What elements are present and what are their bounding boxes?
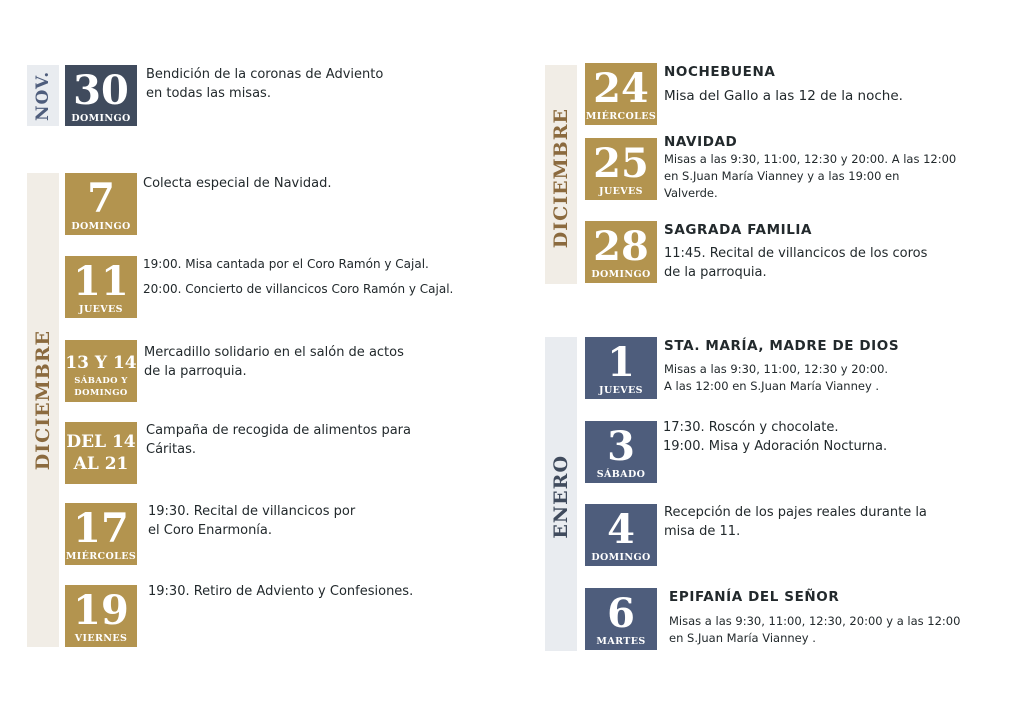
date-box-6 (585, 588, 657, 650)
day-name: MARTES (596, 636, 646, 647)
date-box-25 (585, 138, 657, 200)
event-text-1: STA. MARÍA, MADRE DE DIOS Misas a las 9:30, 11:00, 12:30 y 20:00. A las 12:00 en S.Juan María Vianney . (664, 338, 900, 393)
event-text-19: 19:30. Retiro de Adviento y Confesiones. (148, 584, 414, 599)
day-name: SÁBADO (596, 469, 646, 480)
day-name: VIERNES (74, 633, 128, 644)
month-label-enero: ENERO (550, 455, 572, 539)
date-range-end: AL 21 (73, 454, 129, 474)
date-box-7 (65, 173, 137, 235)
date-number: 11 (73, 258, 129, 305)
event-title: SAGRADA FAMILIA (664, 222, 813, 238)
day-name: DOMINGO (71, 113, 131, 124)
date-box-13-14 (65, 340, 137, 402)
date-box-19 (65, 585, 137, 647)
date-number: 25 (593, 140, 649, 187)
day-name-2: DOMINGO (74, 388, 128, 398)
day-name: JUEVES (599, 385, 643, 396)
day-name: MIÉRCOLES (585, 111, 657, 122)
day-name: JUEVES (79, 304, 123, 315)
date-number: 24 (593, 65, 649, 112)
date-number: 7 (87, 175, 115, 222)
day-name: DOMINGO (591, 552, 651, 563)
event-text-14-21: Campaña de recogida de alimentos para Cáritas. (146, 423, 411, 457)
date-box-14-21 (65, 422, 137, 484)
month-label-nov: NOV. (33, 70, 53, 122)
date-box-3 (585, 421, 657, 483)
event-text-17: 19:30. Recital de villancicos por el Coro Enarmonía. (148, 504, 356, 538)
event-title: EPIFANÍA DEL SEÑOR (669, 589, 840, 605)
event-text-28: SAGRADA FAMILIA 11:45. Recital de villancicos de los coros de la parroquia. (664, 222, 928, 280)
event-text-4: Recepción de los pajes reales durante la misa de 11. (664, 505, 927, 539)
day-name: DOMINGO (71, 221, 131, 232)
event-text-11: 19:00. Misa cantada por el Coro Ramón y Cajal. 20:00. Concierto de villancicos Coro Ramón y Cajal. (143, 257, 454, 296)
event-title: STA. MARÍA, MADRE DE DIOS (664, 338, 900, 354)
date-box-17 (65, 503, 137, 565)
date-number: 17 (73, 505, 129, 552)
event-text-3: 17:30. Roscón y chocolate. 19:00. Misa y Adoración Nocturna. (663, 420, 888, 454)
date-range-start: DEL 14 (66, 432, 136, 452)
month-label-diciembre-left: DICIEMBRE (32, 330, 54, 471)
day-name: DOMINGO (591, 269, 651, 280)
day-name: JUEVES (599, 186, 643, 197)
date-number: 28 (593, 223, 649, 270)
event-text-6: EPIFANÍA DEL SEÑOR Misas a las 9:30, 11:00, 12:30, 20:00 y a las 12:00 en S.Juan María Vianney . (669, 589, 961, 645)
date-number: 4 (607, 506, 635, 553)
date-box-24 (585, 63, 657, 125)
event-text-30: Bendición de la coronas de Adviento en todas las misas. (146, 67, 384, 101)
date-box-30 (65, 65, 137, 126)
date-number: 30 (73, 67, 129, 114)
date-box-28 (585, 221, 657, 283)
event-title: NAVIDAD (664, 134, 738, 150)
date-number: 19 (73, 587, 129, 634)
date-number: 1 (607, 339, 635, 386)
date-number: 3 (607, 423, 635, 470)
date-box-11 (65, 256, 137, 318)
month-label-diciembre-right: DICIEMBRE (550, 108, 572, 249)
event-text-24: NOCHEBUENA Misa del Gallo a las 12 de la noche. (664, 64, 903, 104)
event-title: NOCHEBUENA (664, 64, 776, 80)
event-text-7: Colecta especial de Navidad. (143, 176, 332, 191)
date-box-1 (585, 337, 657, 399)
date-number: 13 Y 14 (65, 353, 137, 373)
day-name: SÁBADO Y (74, 376, 128, 386)
event-text-25: NAVIDAD Misas a las 9:30, 11:00, 12:30 y 20:00. A las 12:00 en S.Juan María Vianney y a las 19:00 en Valverde. (664, 134, 957, 200)
event-text-13-14: Mercadillo solidario en el salón de actos de la parroquia. (144, 345, 404, 379)
date-number: 6 (607, 590, 635, 637)
day-name: MIÉRCOLES (65, 551, 137, 562)
date-box-4 (585, 504, 657, 566)
